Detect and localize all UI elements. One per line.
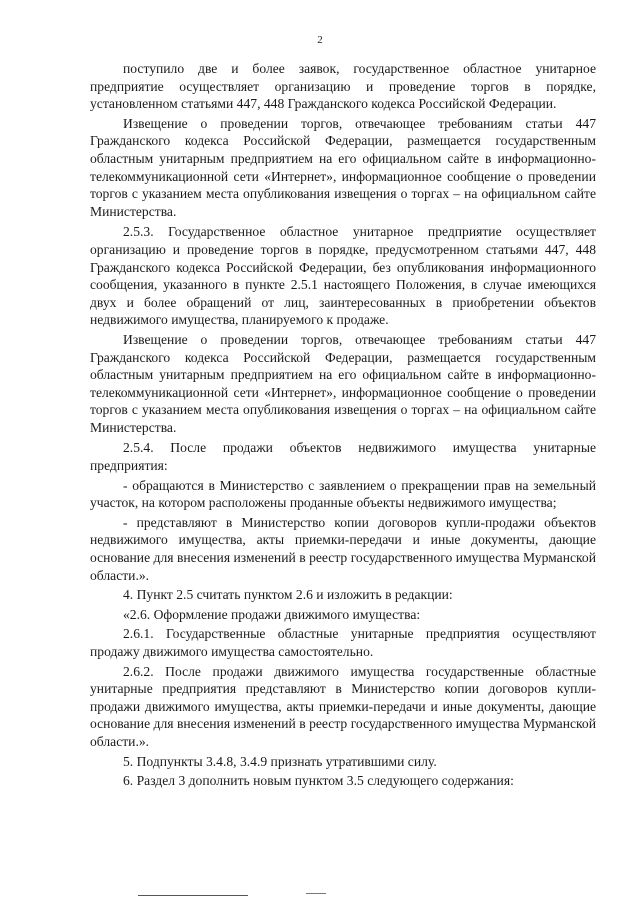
paragraph-2-6-heading: «2.6. Оформление продажи движимого имущества: (123, 606, 421, 622)
footer-rule (138, 895, 248, 896)
paragraph-bidding-intro: поступило две и более заявок, государственное областное унитарное предприятие осуществляет организацию и проведение торгов в порядке, установленном статьями 447, 448 Гражданского кодекса Российской Федерации. (90, 61, 596, 112)
paragraph-bidding-notice-2: Извещение о проведении торгов, отвечающее требованиям статьи 447 Гражданского кодекса Российской Федерации, размещается государственным областным унитарным предприятием на его официальном сайте в информационно-телекоммуникационной сети «Интернет», информационное сообщение о проведении торгов с указанием места опубликования извещения о торгах – на официальном сайте Министерства. (90, 331, 596, 435)
list-item-contract-copies: - представляют в Министерство копии договоров купли-продажи объектов недвижимого имущества, акты приемки-передачи и иные документы, дающие основание для внесения изменений в реестр государственного имущества Мурманской области.». (90, 514, 596, 583)
paragraph-2-6-1: 2.6.1. Государственные областные унитарные предприятия осуществляют продажу движимого имущества самостоятельно. (90, 626, 596, 659)
paragraph-item-6: 6. Раздел 3 дополнить новым пунктом 3.5 следующего содержания: (123, 773, 514, 789)
paragraph-2-5-4: 2.5.4. После продажи объектов недвижимого имущества унитарные предприятия: (90, 440, 596, 474)
paragraph-item-4: 4. Пункт 2.5 считать пунктом 2.6 и изложить в редакции: (123, 587, 453, 603)
paragraph-bidding-notice-1: Извещение о проведении торгов, отвечающее требованиям статьи 447 Гражданского кодекса Российской Федерации, размещается государственным областным унитарным предприятием на его официальном сайте в информационно-телекоммуникационной сети «Интернет», информационное сообщение о проведении торгов с указанием места опубликования извещения о торгах – на официальном сайте Министерства. (90, 115, 596, 219)
footer-mark (306, 893, 326, 894)
page-number: 2 (317, 34, 323, 46)
document-body (90, 60, 596, 790)
paragraph-2-6-2: 2.6.2. После продажи движимого имущества государственные областные унитарные предприятия представляют в Министерство копии договоров купли-продажи движимого имущества, акты приемки-передачи и иные документы, дающие основание для внесения изменений в реестр государственного имущества Мурманской области.». (90, 663, 596, 749)
paragraph-item-5: 5. Подпункты 3.4.8, 3.4.9 признать утратившими силу. (123, 753, 437, 769)
paragraph-2-5-3: 2.5.3. Государственное областное унитарное предприятие осуществляет организацию и проведение торгов в порядке, предусмотренном статьями 447, 448 Гражданского кодекса Российской Федерации, без опубликования информационного сообщения, указанного в пункте 2.5.1 настоящего Положения, в случае имеющихся двух и более обращений от лиц, заинтересованных в приобретении объектов недвижимого имущества, планируемого к продаже. (90, 224, 596, 328)
list-item-land-rights: - обращаются в Министерство с заявлением о прекращении прав на земельный участок, на котором расположены проданные объекты недвижимого имущества; (90, 477, 596, 511)
